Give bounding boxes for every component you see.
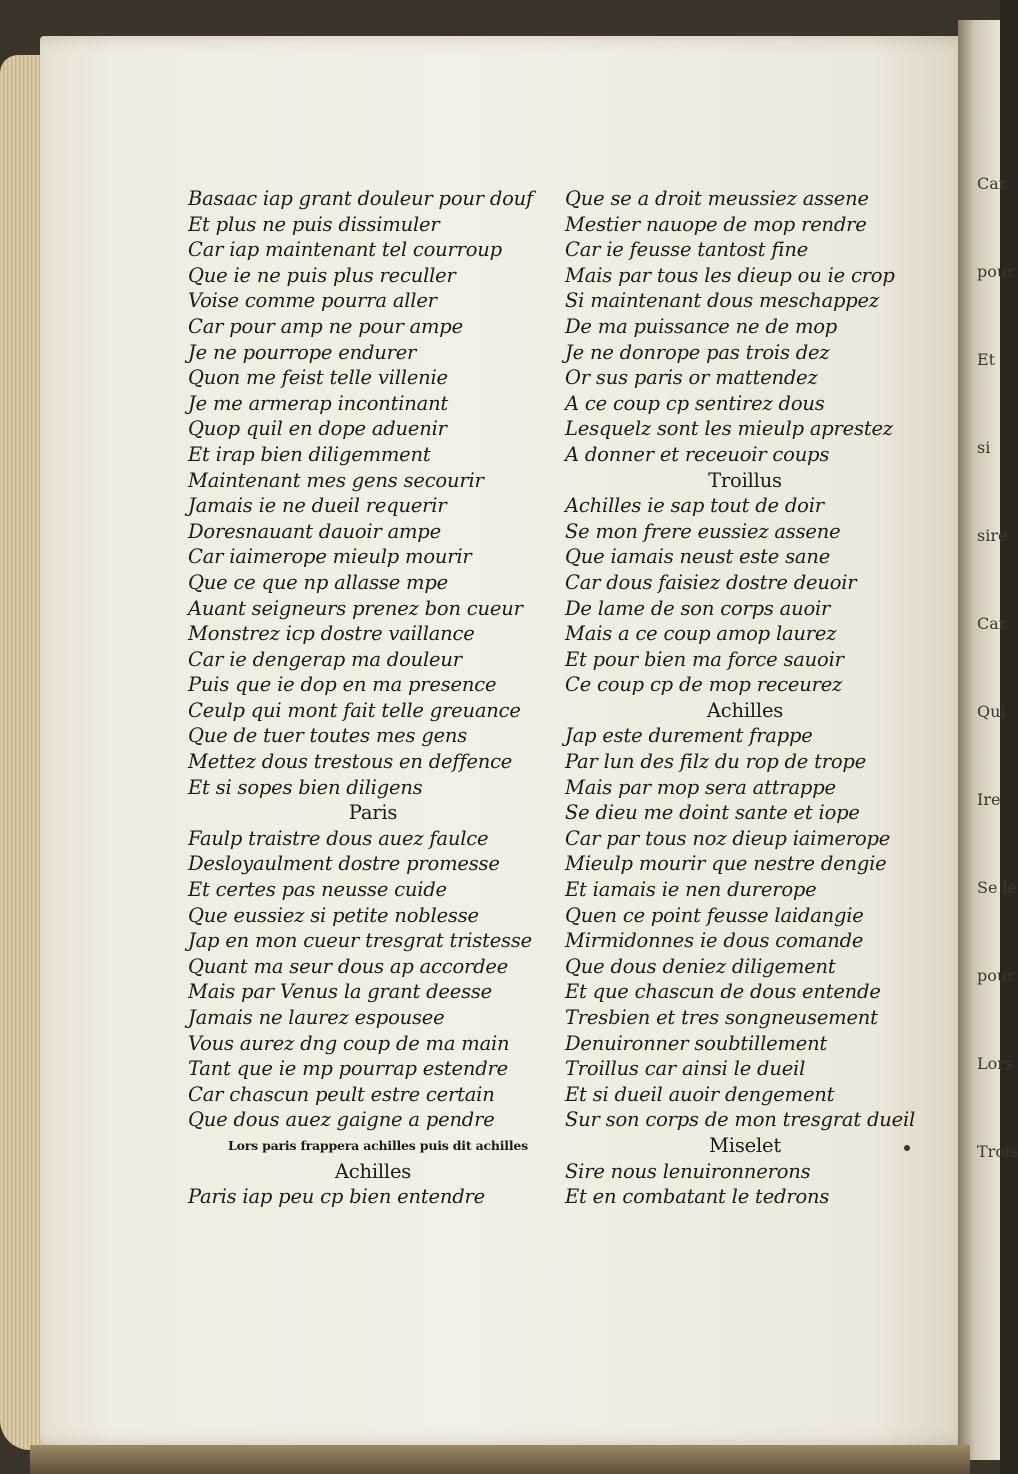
verse-line: Car pour amp ne pour ampe: [188, 314, 463, 338]
right-text-column: [565, 186, 925, 1210]
verse-line: Je ne pourrope endurer: [188, 340, 417, 364]
facing-page-fragment: si: [977, 438, 991, 457]
verse-line: Mettez dous trestous en deffence: [188, 750, 513, 774]
facing-page-fragment: Car: [977, 614, 1007, 633]
verse-line: Quen ce point feusse laidangie: [565, 903, 864, 927]
verse-line: Puis que ie dop en ma presence: [188, 673, 497, 697]
verse-line: A donner et receuoir coups: [565, 442, 830, 466]
verse-line: Sire nous lenuironnerons: [565, 1159, 811, 1183]
verse-line: Basaac iap grant douleur pour douf: [188, 187, 534, 210]
verse-line: Je ne donrope pas trois dez: [565, 340, 830, 364]
verse-line: Quant ma seur dous ap accordee: [188, 954, 509, 978]
verse-line: Paris iap peu cp bien entendre: [188, 1185, 485, 1209]
verse-line: Et en combatant le tedrons: [565, 1185, 830, 1209]
facing-page-fragment: Et: [977, 350, 996, 369]
verse-line: Mais a ce coup amop laurez: [565, 622, 837, 646]
facing-page-fragment: Se le: [977, 878, 1018, 897]
speaker-heading: Troillus: [708, 468, 782, 492]
verse-line: Denuironner soubtillement: [565, 1031, 828, 1055]
verse-line: Car iap maintenant tel courroup: [188, 238, 502, 262]
verse-line: De lame de son corps auoir: [565, 596, 831, 620]
verse-line: Maintenant mes gens secourir: [188, 468, 484, 492]
verse-line: Quon me feist telle villenie: [188, 366, 448, 390]
verse-line: Et si dueil auoir dengement: [565, 1082, 835, 1106]
verse-line: Ce coup cp de mop receurez: [565, 673, 843, 697]
verse-line: Jap este durement frappe: [565, 724, 813, 748]
verse-line: Lesquelz sont les mieulp aprestez: [565, 417, 893, 441]
verse-line: Mieulp mourir que nestre dengie: [565, 852, 887, 876]
verse-line: Et pour bien ma force sauoir: [565, 647, 844, 671]
verse-line: Mais par mop sera attrappe: [565, 775, 836, 799]
verse-line: Que ce que np allasse mpe: [188, 570, 448, 594]
facing-page-fragment: Trois: [977, 1142, 1018, 1161]
verse-line: Desloyaulment dostre promesse: [188, 852, 500, 876]
verse-line: Mais par tous les dieup ou ie crop: [565, 263, 895, 287]
verse-line: Faulp traistre dous auez faulce: [188, 826, 489, 850]
verse-line: Jap en mon cueur tresgrat tristesse: [188, 929, 533, 953]
verse-line: Or sus paris or mattendez: [565, 366, 818, 390]
verse-line: Tresbien et tres songneusement: [565, 1006, 878, 1029]
verse-line: Et certes pas neusse cuide: [188, 878, 447, 902]
verse-line: Se dieu me doint sante et iope: [565, 801, 860, 825]
verse-line: Que eussiez si petite noblesse: [188, 903, 479, 927]
verse-line: Troillus car ainsi le dueil: [565, 1057, 806, 1081]
verse-line: Vous aurez dng coup de ma main: [188, 1031, 510, 1055]
verse-line: Monstrez icp dostre vaillance: [188, 622, 475, 646]
verse-line: Voise comme pourra aller: [188, 289, 437, 313]
verse-line: De ma puissance ne de mop: [565, 314, 838, 338]
facing-page-fragment: pour: [977, 966, 1015, 985]
verse-line: Et plus ne puis dissimuler: [188, 212, 440, 236]
page-edges-bottom: [30, 1445, 970, 1474]
speaker-heading: Achilles: [706, 698, 784, 722]
facing-page-fragment: Qui: [977, 702, 1006, 721]
verse-line: Mirmidonnes ie dous comande: [565, 929, 864, 953]
verse-line: Achilles ie sap tout de doir: [565, 494, 824, 518]
verse-line: Mestier nauope de mop rendre: [565, 212, 867, 236]
facing-page-fragment: Ire: [977, 790, 1001, 809]
verse-line: Et si sopes bien diligens: [188, 775, 423, 799]
verse-line: Doresnauant dauoir ampe: [188, 519, 441, 543]
verse-line: Quop quil en dope aduenir: [188, 417, 447, 441]
verse-line: Jamais ne laurez espousee: [188, 1006, 445, 1029]
speaker-heading: Paris: [348, 801, 398, 825]
verse-line: Car dous faisiez dostre deuoir: [565, 570, 857, 594]
verse-line: Par lun des filz du rop de trope: [565, 750, 867, 774]
facing-page-fragment: Car: [977, 174, 1007, 193]
verse-line: Si maintenant dous meschappez: [565, 289, 879, 313]
verse-line: Car ie dengerap ma douleur: [188, 647, 462, 671]
stage-direction: Lors paris frappera achilles puis dit achilles: [228, 1137, 528, 1153]
facing-page-fragment: pour: [977, 262, 1015, 281]
verse-line: Et irap bien diligemment: [188, 442, 431, 466]
verse-line: Auant seigneurs prenez bon cueur: [188, 596, 523, 620]
speaker-heading: Miselet: [709, 1133, 781, 1157]
verse-line: Car iaimerope mieulp mourir: [188, 545, 472, 569]
verse-line: Car chascun peult estre certain: [188, 1082, 495, 1106]
verse-line: Et que chascun de dous entende: [565, 980, 881, 1004]
verse-line: Ceulp qui mont fait telle greuance: [188, 698, 521, 722]
ink-spot: [904, 1145, 910, 1151]
verse-line: Car ie feusse tantost fine: [565, 238, 809, 262]
verse-line: Que iamais neust este sane: [565, 545, 831, 569]
speaker-heading: Achilles: [334, 1159, 412, 1183]
verse-line: Car par tous noz dieup iaimerope: [565, 826, 891, 850]
verse-line: Que se a droit meussiez assene: [565, 187, 869, 210]
verse-line: Mais par Venus la grant deesse: [188, 980, 493, 1004]
verse-line: Que dous auez gaigne a pendre: [188, 1108, 495, 1132]
left-text-column: [188, 186, 558, 1210]
verse-line: Que dous deniez diligement: [565, 954, 836, 978]
verse-line: Je me armerap incontinant: [188, 391, 449, 415]
verse-line: Que ie ne puis plus reculler: [188, 263, 456, 287]
verse-line: Jamais ie ne dueil requerir: [188, 494, 447, 518]
facing-page-fragment: sire: [977, 526, 1008, 545]
verse-line: Sur son corps de mon tresgrat dueil: [565, 1108, 916, 1132]
verse-line: A ce coup cp sentirez dous: [565, 391, 825, 415]
verse-line: Se mon frere eussiez assene: [565, 519, 841, 543]
verse-line: Que de tuer toutes mes gens: [188, 724, 468, 748]
facing-page-fragment: Lors: [977, 1054, 1014, 1073]
verse-line: Tant que ie mp pourrap estendre: [188, 1057, 508, 1081]
facing-page-strip: [975, 170, 1018, 1220]
verse-line: Et iamais ie nen durerope: [565, 878, 817, 902]
